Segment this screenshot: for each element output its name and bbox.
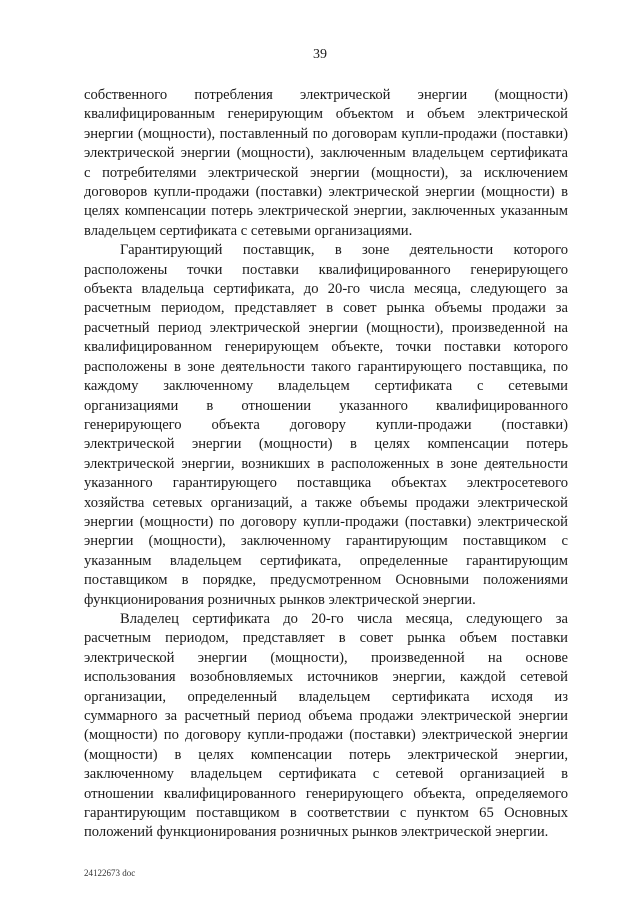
text-line: электрической энергии (мощности), произведенной на основе bbox=[84, 649, 568, 666]
text-line: гарантирующим поставщиком в соответствии с пунктом 65 Основных bbox=[84, 805, 568, 822]
page-number: 39 bbox=[313, 47, 327, 62]
text-line: квалифицированном генерирующем объекте, точки поставки которого bbox=[84, 339, 568, 356]
text-line: расчетным периодом, представляет в совет рынка объемы продажи за bbox=[84, 300, 568, 317]
text-line: владельцем сертификата с сетевыми организациями. bbox=[84, 222, 413, 239]
text-line: с потребителями электрической энергии (мощности), за исключением bbox=[84, 164, 568, 181]
text-line: расчетным периодом, представляет в совет рынка объем поставки bbox=[84, 630, 568, 647]
text-line: электрической энергии, возникших в расположенных в зоне деятельности bbox=[84, 455, 568, 472]
text-line: целях компенсации потерь электрической энергии, заключенных указанным bbox=[84, 203, 568, 220]
text-line: отношении квалифицированного генерирующего объекта, определяемого bbox=[84, 785, 568, 802]
text-line: указанного гарантирующего поставщика объектах электросетевого bbox=[84, 475, 568, 492]
text-line: использования возобновляемых источников энергии, каждой сетевой bbox=[84, 669, 568, 686]
text-line: поставщиком в порядке, предусмотренном Основными положениями bbox=[84, 572, 568, 589]
text-line: хозяйства сетевых организаций, а также объемы продажи электрической bbox=[84, 494, 568, 511]
text-line: организации, определенный владельцем сертификата исходя из bbox=[84, 688, 568, 705]
text-line: электрической энергии (мощности) в целях компенсации потерь bbox=[84, 436, 568, 453]
text-line: (мощности) по договору купли-продажи (поставки) электрической энергии bbox=[84, 727, 568, 744]
text-line: генерирующего объекта договору купли-продажи (поставки) bbox=[84, 416, 568, 433]
text-line: собственного потребления электрической энергии (мощности) bbox=[84, 87, 568, 103]
text-line: расположены в зоне деятельности такого гарантирующего поставщика, по bbox=[84, 358, 568, 375]
text-line: расчетный период электрической энергии (мощности), произведенной на bbox=[84, 319, 568, 336]
text-line: электрической энергии (мощности), заключенным владельцем сертификата bbox=[84, 145, 568, 162]
text-line: Гарантирующий поставщик, в зоне деятельности которого bbox=[120, 242, 568, 259]
text-line: заключенному владельцем сертификата с сетевой организацией в bbox=[84, 766, 568, 783]
text-line: указанным владельцем сертификата, определенные гарантирующим bbox=[84, 552, 568, 569]
text-line: энергии (мощности), заключенному гарантирующим поставщиком с bbox=[84, 533, 568, 550]
text-line: функционирования розничных рынков электрической энергии. bbox=[84, 591, 476, 608]
text-line: энергии (мощности), поставленный по договорам купли-продажи (поставки) bbox=[84, 125, 568, 142]
text-line: Владелец сертификата до 20-го числа месяца, следующего за bbox=[120, 610, 568, 627]
text-line: (мощности) в целях компенсации потерь электрической энергии, bbox=[84, 746, 568, 763]
text-line: объекта владельца сертификата, до 20-го числа месяца, следующего за bbox=[84, 281, 568, 298]
text-line: организациями в отношении указанного квалифицированного bbox=[84, 397, 568, 414]
text-line: договоров купли-продажи (поставки) электрической энергии (мощности) в bbox=[84, 184, 568, 201]
document-file-id: 24122673 doc bbox=[84, 868, 136, 878]
text-line: положений функционирования розничных рынков электрической энергии. bbox=[84, 824, 549, 841]
text-line: энергии (мощности) по договору купли-продажи (поставки) электрической bbox=[84, 513, 568, 530]
text-line: суммарного за расчетный период объема продажи электрической энергии bbox=[84, 708, 568, 724]
text-line: квалифицированным генерирующим объектом и объем электрической bbox=[84, 106, 568, 123]
text-line: каждому заключенному владельцем сертификата с сетевыми bbox=[84, 378, 568, 395]
document-body bbox=[84, 86, 568, 843]
text-line: расположены точки поставки квалифицированного генерирующего bbox=[84, 261, 568, 278]
